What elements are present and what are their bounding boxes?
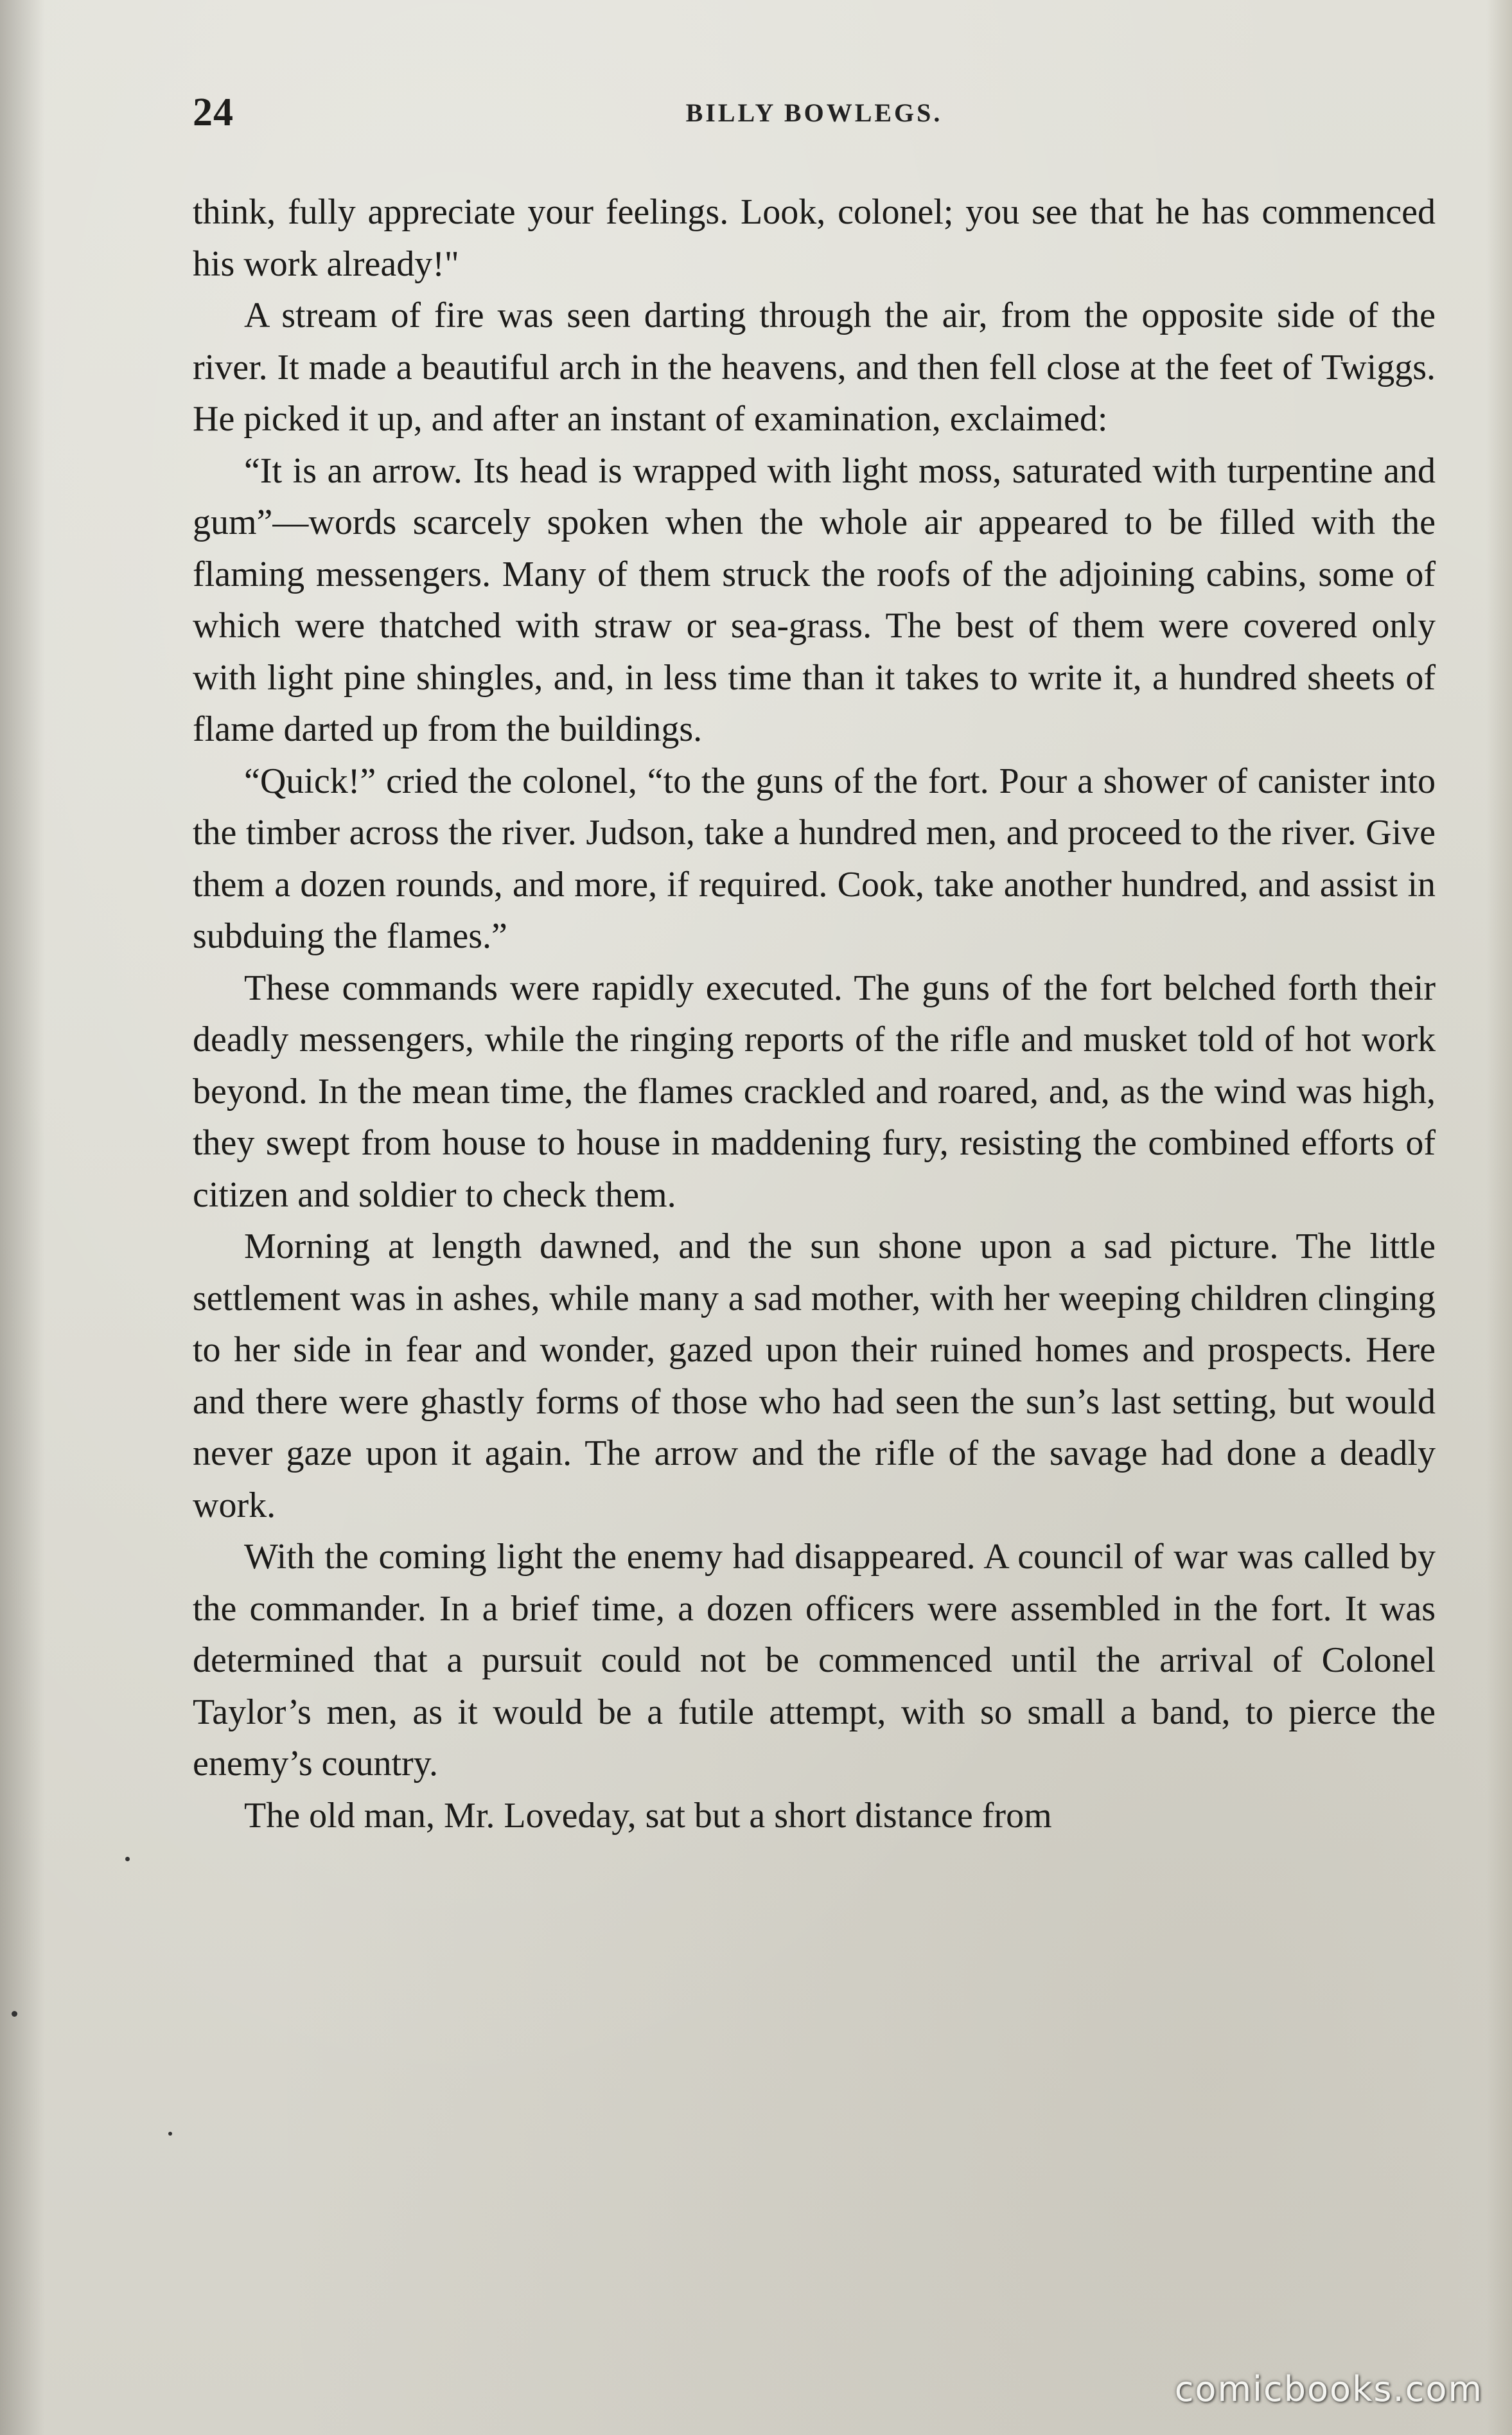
page-gutter-shadow [0, 0, 45, 2435]
body-text [193, 186, 1436, 1841]
paragraph: “Quick!” cried the colonel, “to the guns of the fort. Pour a shower of canister into the timber across the river. Judson, take a hundred men, and proceed to the river. Give them a dozen rounds, and more, if required. Cook, take another hundred, and assist in subduing the flames.” [193, 761, 1436, 956]
page-number: 24 [193, 91, 234, 134]
ink-speck [125, 1857, 130, 1861]
paragraph: Morning at length dawned, and the sun shone upon a sad picture. The little settlement was in ashes, while many a sad mother, with her weeping children clinging to her side in fear and wonder, gazed upon their ruined homes and prospects. Here and there were ghastly forms of those who had seen the sun’s last setting, but would never gaze upon it again. The arrow and the rifle of the savage had done a deadly work. [193, 1226, 1436, 1525]
ink-speck [168, 2132, 172, 2136]
running-header [193, 90, 1436, 148]
paragraph: “It is an arrow. Its head is wrapped with light moss, saturated with turpentine and gum”—words scarcely spoken when the whole air appeared to be filled with the flaming messengers. Many of them struck the roofs of the adjoining cabins, some of which were thatched with straw or sea-grass. The best of them were covered only with light pine shingles, and, in less time than it takes to write it, a hundred sheets of flame darted up from the buildings. [193, 450, 1436, 749]
ink-speck [12, 2011, 17, 2017]
page-edge [1486, 0, 1512, 2435]
paragraph: These commands were rapidly executed. The guns of the fort belched forth their deadly messengers, while the ringing reports of the rifle and musket told of hot work beyond. In the mean time, the flames crackled and roared, and, as the wind was high, they swept from house to house in maddening fury, resisting the combined efforts of citizen and soldier to check them. [193, 968, 1436, 1215]
paragraph: With the coming light the enemy had disappeared. A council of war was called by the commander. In a brief time, a dozen officers were assembled in the fort. It was determined that a pursuit could not be commenced until the arrival of Colonel Taylor’s men, as it would be a futile attempt, with so small a band, to pierce the enemy’s country. [193, 1537, 1436, 1784]
paragraph: think, fully appreciate your feelings. Look, colonel; you see that he has commenced his work already!" [193, 192, 1436, 284]
running-title: BILLY BOWLEGS. [685, 98, 943, 127]
paragraph: The old man, Mr. Loveday, sat but a short distance from [244, 1795, 1052, 1836]
watermark-logo: comicbooks.com [1174, 2369, 1483, 2409]
paragraph: A stream of fire was seen darting through the air, from the opposite side of the river. It made a beautiful arch in the heavens, and then fell close at the feet of Twiggs. He picked it up, and after an instant of examination, exclaimed: [193, 296, 1436, 439]
